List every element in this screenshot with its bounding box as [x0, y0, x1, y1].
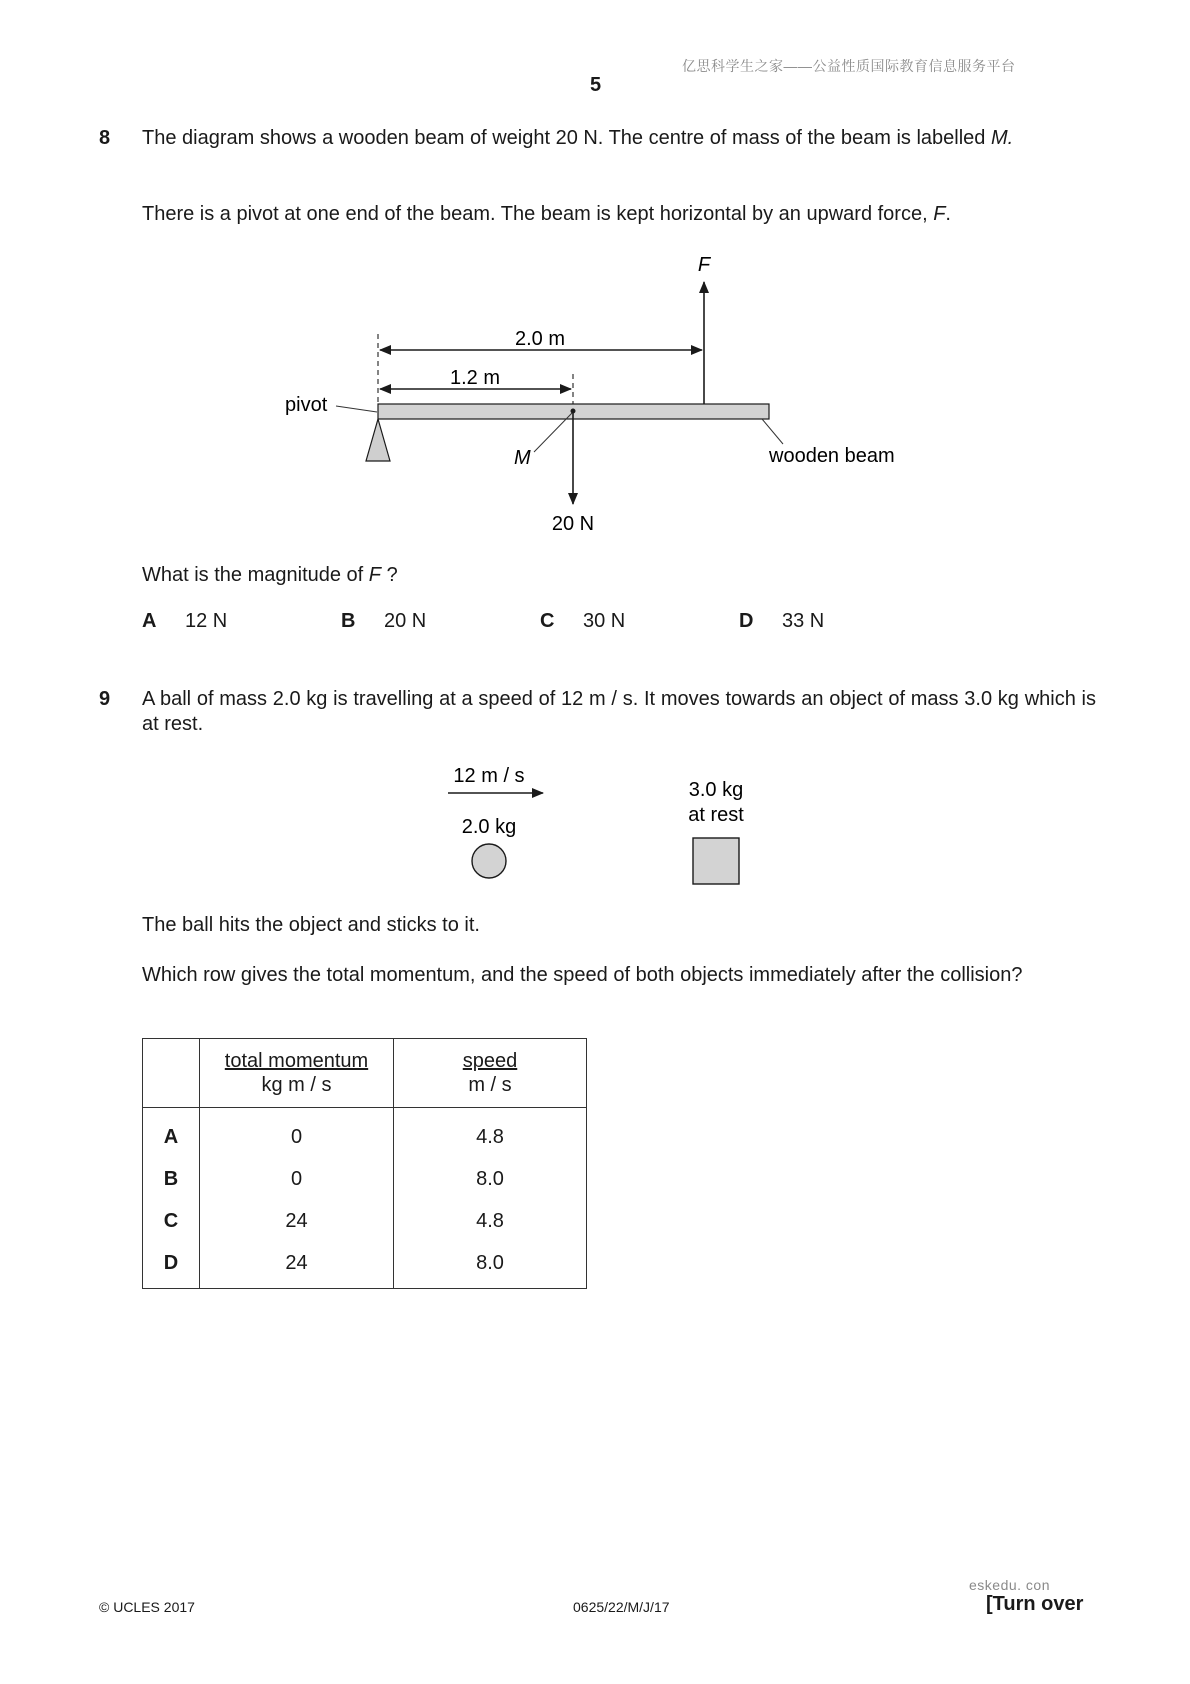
option-b-letter: B — [341, 610, 356, 632]
speed-title: speed — [462, 1050, 518, 1072]
page-number: 5 — [590, 74, 602, 96]
footer-watermark: eskedu. con — [969, 1577, 1050, 1593]
row-speed: 8.0 — [394, 1158, 587, 1200]
weight-label: 20 N — [551, 513, 595, 535]
object-state-label: at rest — [688, 804, 744, 826]
ask-main: What is the magnitude of — [142, 564, 369, 586]
wooden-beam-label: wooden beam — [769, 445, 895, 467]
question-9-ask-line2: collision? — [940, 964, 1023, 986]
watermark-text: 亿思科学生之家——公益性质国际教育信息服务平台 — [682, 58, 1016, 74]
question-9-ask — [142, 963, 1096, 988]
dimension-1-2m-label: 1.2 m — [449, 367, 501, 389]
option-a-value: 12 N — [185, 610, 228, 632]
object-mass-label: 3.0 kg — [688, 779, 744, 801]
option-c-letter: C — [540, 610, 555, 632]
table-header-speed — [394, 1039, 587, 1108]
question-9-number: 9 — [99, 688, 111, 710]
option-a-letter: A — [142, 610, 157, 632]
table-header-blank — [143, 1039, 200, 1108]
ask-var: F — [368, 564, 382, 586]
copyright-text: © UCLES 2017 — [99, 1599, 195, 1615]
momentum-unit: kg m / s — [261, 1074, 332, 1096]
option-b-value: 20 N — [384, 610, 427, 632]
table-header-row — [143, 1039, 587, 1108]
row-momentum: 0 — [200, 1158, 394, 1200]
option-d-letter: D — [739, 610, 754, 632]
question-9-intro-line1: A ball of mass 2.0 kg is travelling at a speed of 12 m / s. It moves towards an object of mass 3.0 kg — [142, 688, 1019, 710]
row-speed: 4.8 — [394, 1200, 587, 1242]
question-8-number: 8 — [99, 127, 111, 149]
ball — [472, 844, 506, 878]
row-letter: B — [143, 1158, 200, 1200]
ask-end: ? — [381, 564, 398, 586]
row-momentum: 24 — [200, 1242, 394, 1289]
table-header-momentum — [200, 1039, 394, 1108]
option-d-value: 33 N — [782, 610, 825, 632]
row-speed: 8.0 — [394, 1242, 587, 1289]
ball-mass-label: 2.0 kg — [461, 816, 517, 838]
pivot-text-end: . — [945, 203, 951, 225]
table-row — [143, 1108, 587, 1159]
turn-over-text: [Turn over — [986, 1593, 1084, 1615]
option-c-value: 30 N — [583, 610, 626, 632]
row-letter: A — [143, 1108, 200, 1159]
force-f-label: F — [697, 254, 711, 276]
pivot-text-main: There is a pivot at one end of the beam. The beam is kept horizontal by an upward force, — [142, 203, 934, 225]
ball-speed-label: 12 m / s — [453, 765, 525, 787]
row-letter: C — [143, 1200, 200, 1242]
row-momentum: 24 — [200, 1200, 394, 1242]
question-9-ask-line1: Which row gives the total momentum, and the speed of both objects immediately after the — [142, 964, 935, 986]
row-letter: D — [143, 1242, 200, 1289]
table-row — [143, 1242, 587, 1289]
table-row — [143, 1200, 587, 1242]
answer-table — [142, 1038, 587, 1289]
centre-of-mass-label: M — [514, 447, 531, 469]
question-8-intro-line1: The diagram shows a wooden beam of weight 20 N. The centre of mass of the beam is labelled — [142, 127, 986, 149]
speed-unit: m / s — [468, 1074, 512, 1096]
pivot-text-var: F — [933, 203, 946, 225]
question-8-intro-var: M. — [991, 127, 1014, 149]
question-9-intro-line2: which is at rest. — [142, 688, 1096, 735]
row-speed: 4.8 — [394, 1108, 587, 1159]
momentum-title: total momentum — [224, 1050, 369, 1072]
table-row — [143, 1158, 587, 1200]
dimension-2m-label: 2.0 m — [514, 328, 566, 350]
object-block — [693, 838, 739, 884]
row-momentum: 0 — [200, 1108, 394, 1159]
paper-code: 0625/22/M/J/17 — [573, 1599, 670, 1615]
question-9-statement: The ball hits the object and sticks to it. — [142, 914, 480, 936]
pivot-label: pivot — [285, 394, 328, 416]
